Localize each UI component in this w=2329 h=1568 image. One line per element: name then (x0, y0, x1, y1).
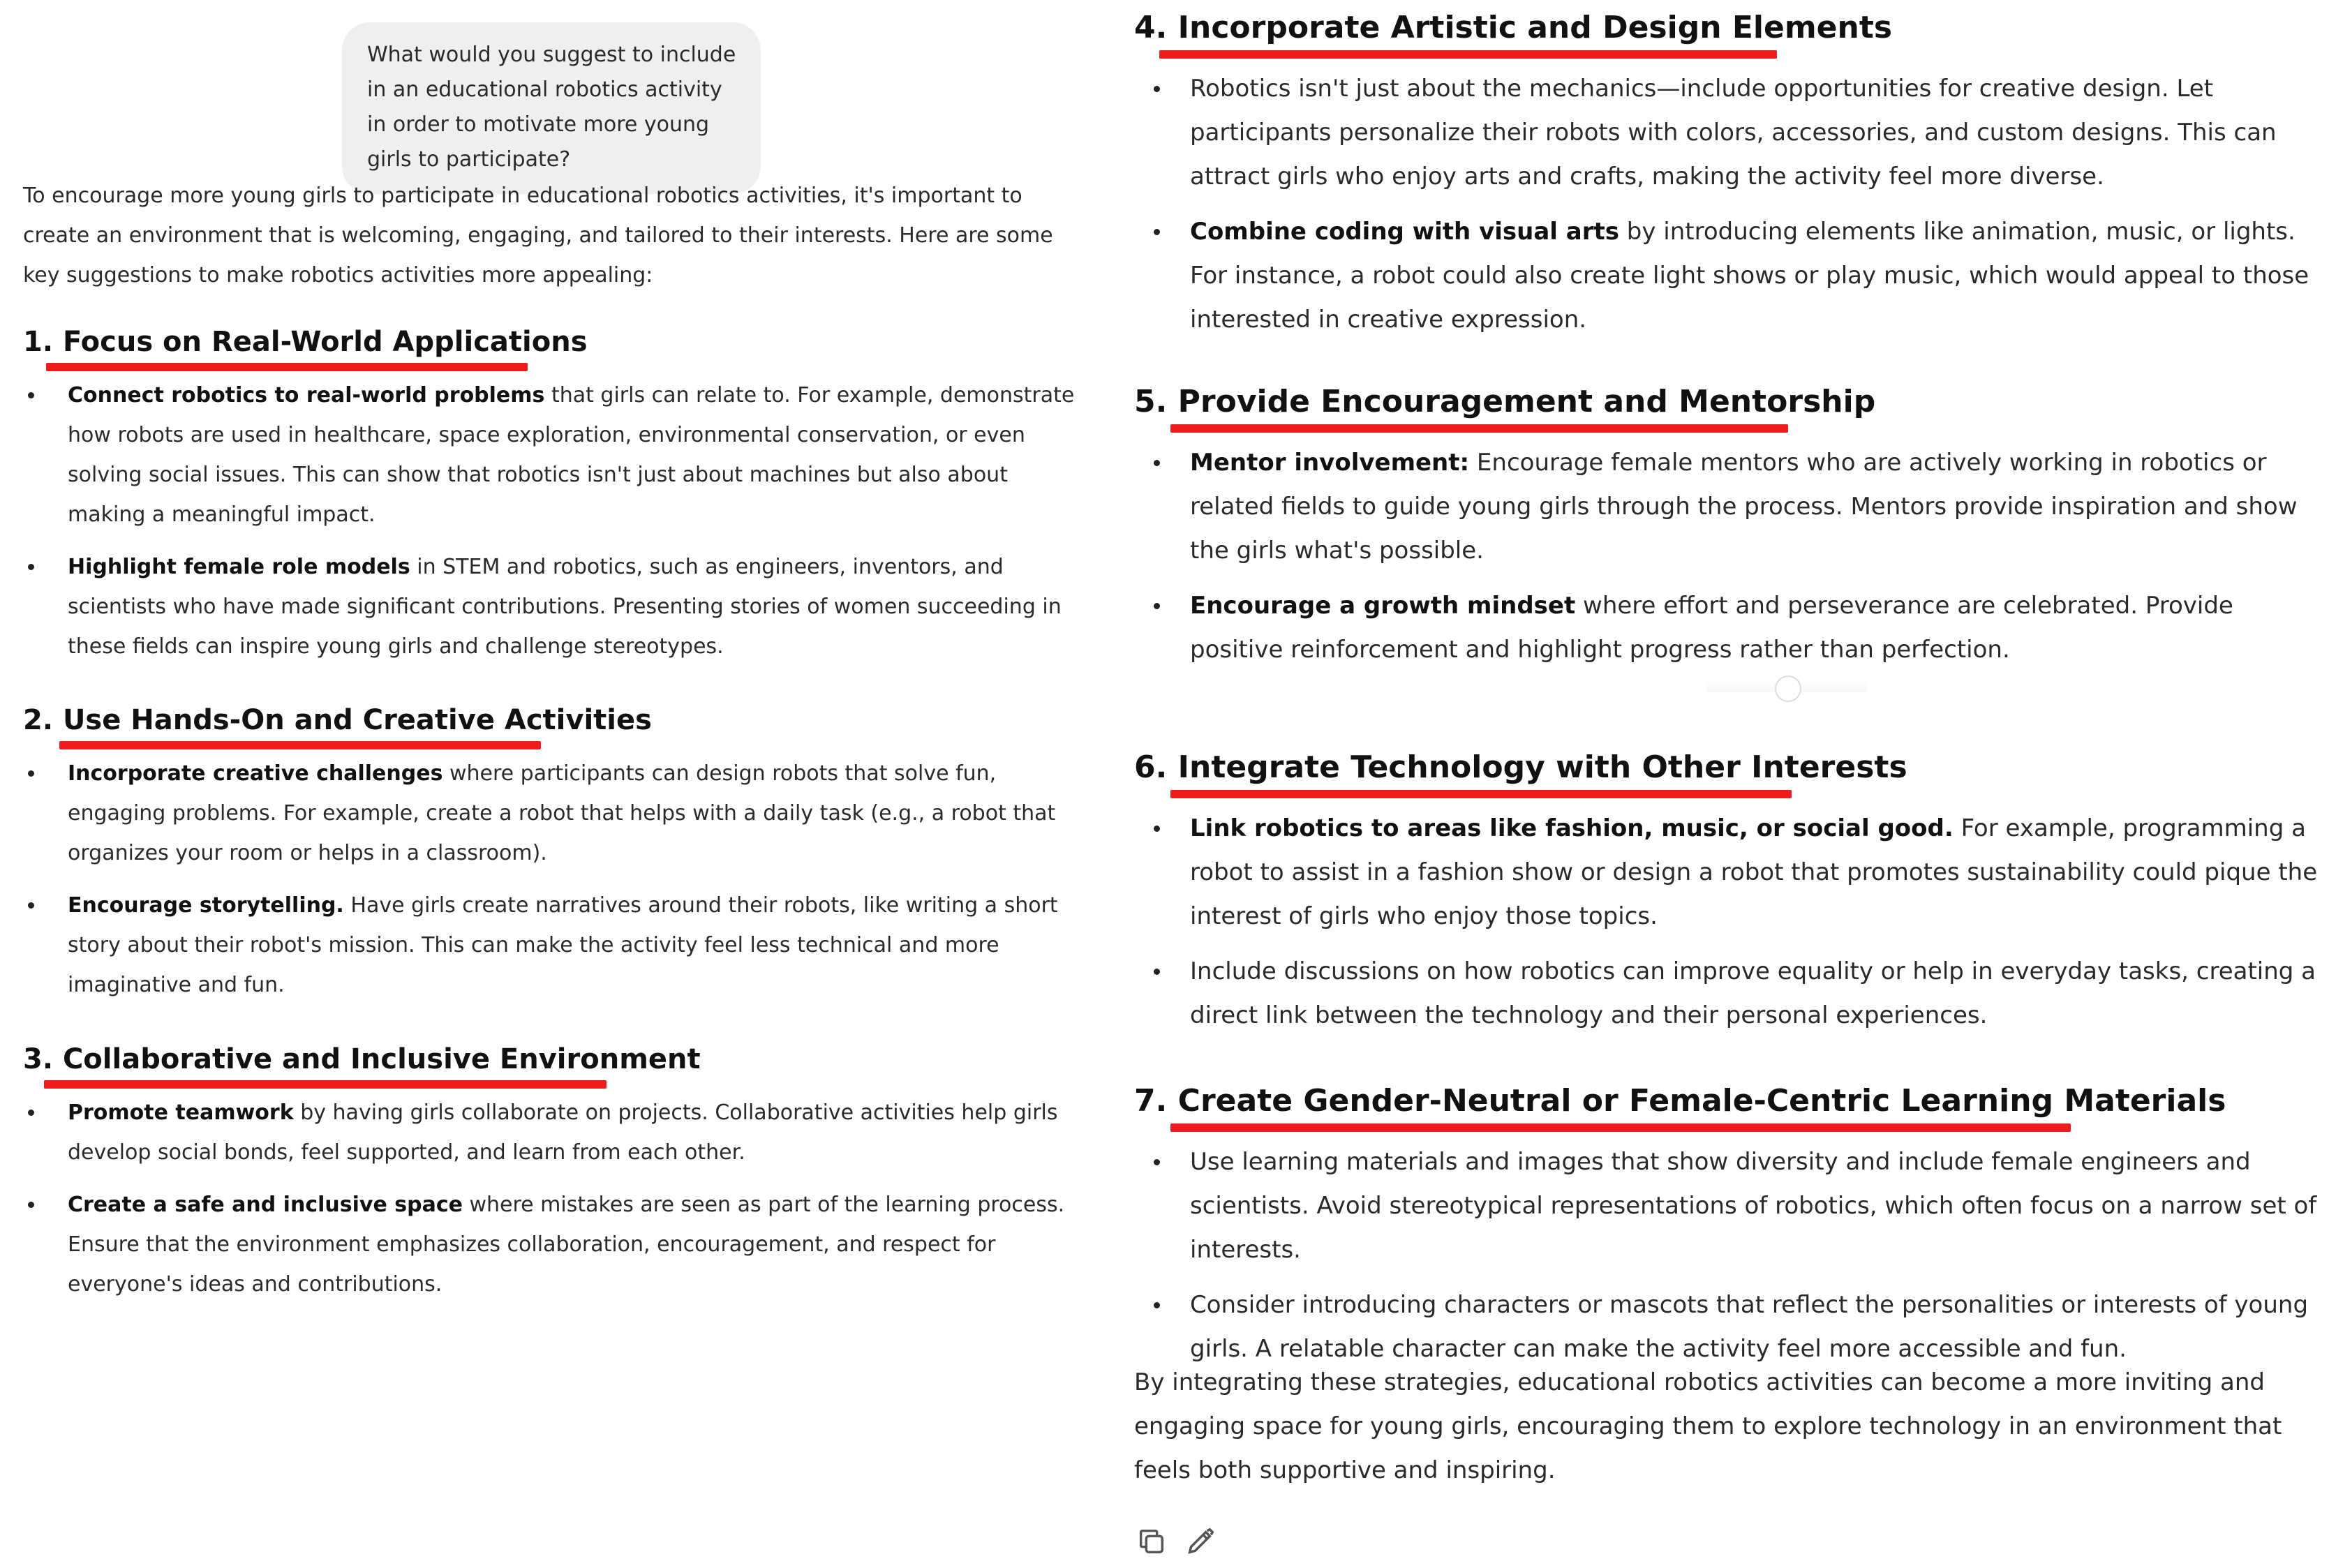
bullet-text: by introducing elements like animation, music, or lights. For instance, a robot could also create light shows or play music, which would appeal to those interested in creative expression. (1190, 218, 2309, 334)
scroll-down-icon[interactable] (1775, 675, 1801, 702)
section-heading-text: 4. Incorporate Artistic and Design Elements (1134, 10, 1893, 45)
section-heading (1134, 1080, 2321, 1122)
list-item (1134, 807, 2321, 939)
conclusion-paragraph: By integrating these strategies, educational robotics activities can become a more inviting and engaging space for young girls, encouraging them to explore technology in an environment that feels both supportive and inspiring. (1134, 1368, 2282, 1484)
red-underline (1170, 790, 1792, 798)
bullet-text: where mistakes are seen as part of the learning process. Ensure that the environment emphasizes collaboration, encouragement, and respect for everyone's ideas and contributions. (68, 1193, 1065, 1297)
scroll-down-indicator[interactable] (1706, 680, 1867, 692)
red-underline (1159, 50, 1777, 59)
section-heading (1134, 7, 2321, 49)
list-item (1134, 67, 2321, 199)
bullet-bold: Combine coding with visual arts (1190, 218, 1619, 246)
section-heading-text: 7. Create Gender-Neutral or Female-Centric Learning Materials (1134, 1083, 2226, 1119)
section-1 (23, 322, 1077, 679)
list-item (1134, 1140, 2321, 1272)
bullet-dot (28, 1110, 34, 1116)
bullet-dot (28, 770, 34, 777)
section-4 (1134, 7, 2321, 353)
bullet-text: in STEM and robotics, such as engineers, inventors, and scientists who have made significant contributions. Presenting stories of women succeeding in these fields can inspire young girls and challenge stereotypes. (68, 555, 1062, 659)
bullet-text: Have girls create narratives around their robots, like writing a short story about their robot's mission. This can make the activity feel less technical and more imaginative and fun. (68, 893, 1058, 997)
list-item (23, 754, 1077, 873)
section-heading (1134, 747, 2321, 789)
bullet-dot (1154, 1159, 1160, 1165)
red-underline (44, 1080, 607, 1089)
bullet-list (1134, 441, 2321, 672)
section-6 (1134, 747, 2321, 1049)
edit-pencil-icon[interactable] (1184, 1525, 1216, 1558)
red-underline (59, 741, 541, 749)
bullet-list (23, 1093, 1077, 1304)
bullet-dot (28, 902, 34, 909)
bullet-text: Include discussions on how robotics can improve equality or help in everyday tasks, creating a direct link between the technology and their personal experiences. (1190, 957, 2316, 1029)
red-underline (1170, 1123, 2071, 1132)
section-3 (23, 1040, 1077, 1317)
section-heading-text: 3. Collaborative and Inclusive Environment (23, 1043, 701, 1075)
bullet-dot (1154, 460, 1160, 466)
bullet-bold: Encourage storytelling. (68, 893, 344, 918)
list-item (23, 1093, 1077, 1172)
bullet-dot (1154, 969, 1160, 975)
bullet-bold: Connect robotics to real-world problems (68, 383, 545, 408)
bullet-bold: Highlight female role models (68, 555, 410, 579)
list-item (1134, 210, 2321, 342)
intro-paragraph: To encourage more young girls to participate in educational robotics activities, it's important to create an environment that is welcoming, engaging, and tailored to their interests. Here are some key suggestions to make robotics activities more appealing: (23, 184, 1053, 288)
section-heading (23, 322, 1077, 361)
list-item (1134, 1283, 2321, 1371)
bullet-list (1134, 1140, 2321, 1371)
bullet-text: Encourage female mentors who are actively working in robotics or related fields to guide young girls through the process. Mentors provide inspiration and show the girls what's possible. (1190, 449, 2298, 565)
list-item (1134, 441, 2321, 573)
section-heading-text: 1. Focus on Real-World Applications (23, 326, 588, 358)
bullet-text: where effort and perseverance are celebrated. Provide positive reinforcement and highlight progress rather than perfection. (1190, 592, 2233, 664)
section-7 (1134, 1080, 2321, 1382)
section-heading-text: 5. Provide Encouragement and Mentorship (1134, 384, 1876, 419)
list-item (1134, 584, 2321, 672)
bullet-list (1134, 67, 2321, 342)
list-item (23, 547, 1077, 666)
section-heading (1134, 381, 2321, 423)
list-item (1134, 950, 2321, 1038)
bullet-bold: Link robotics to areas like fashion, music, or social good. (1190, 814, 1954, 842)
bullet-bold: Create a safe and inclusive space (68, 1193, 463, 1217)
bullet-bold: Promote teamwork (68, 1100, 294, 1125)
bullet-dot (28, 564, 34, 570)
bullet-text: Use learning materials and images that show diversity and include female engineers and scientists. Avoid stereotypical representations of robotics, which often focus on a narrow set of interests. (1190, 1148, 2317, 1264)
bullet-dot (1154, 1302, 1160, 1308)
bullet-bold: Encourage a growth mindset (1190, 592, 1576, 620)
bullet-dot (1154, 229, 1160, 235)
bullet-dot (1154, 603, 1160, 609)
bullet-text: Robotics isn't just about the mechanics—include opportunities for creative design. Let participants personalize their robots with colors, accessories, and custom designs. This can attract girls who enjoy arts and crafts, making the activity feel more diverse. (1190, 75, 2277, 191)
bullet-text: where participants can design robots that solve fun, engaging problems. For example, create a robot that helps with a daily task (e.g., a robot that organizes your room or helps in a classroom). (68, 761, 1056, 865)
user-message-bubble (342, 22, 761, 194)
bullet-text: Consider introducing characters or mascots that reflect the personalities or interests of young girls. A relatable character can make the activity feel more accessible and fun. (1190, 1291, 2309, 1363)
red-underline (1170, 424, 1788, 433)
bullet-list (23, 375, 1077, 666)
section-5 (1134, 381, 2321, 683)
message-actions (1136, 1525, 1216, 1558)
list-item (23, 886, 1077, 1005)
section-heading-text: 6. Integrate Technology with Other Interests (1134, 749, 1907, 785)
bullet-dot (1154, 86, 1160, 92)
bullet-text: by having girls collaborate on projects. Collaborative activities help girls develop social bonds, feel supported, and learn from each other. (68, 1100, 1058, 1165)
bullet-dot (28, 1202, 34, 1208)
bullet-bold: Mentor involvement: (1190, 449, 1470, 477)
list-item (23, 375, 1077, 535)
bullet-dot (1154, 826, 1160, 832)
bullet-list (23, 754, 1077, 1005)
section-heading (23, 701, 1077, 740)
user-message-text: What would you suggest to include in an educational robotics activity in order to motivate more young girls to participate? (367, 43, 736, 172)
bullet-bold: Incorporate creative challenges (68, 761, 443, 786)
section-heading (23, 1040, 1077, 1079)
bullet-list (1134, 807, 2321, 1038)
list-item (23, 1185, 1077, 1304)
section-2 (23, 701, 1077, 1017)
bullet-text: that girls can relate to. For example, demonstrate how robots are used in healthcare, space exploration, environmental conservation, or even solving social issues. This can show that robotics isn't just about machines but also about making a meaningful impact. (68, 383, 1075, 527)
section-heading-text: 2. Use Hands-On and Creative Activities (23, 704, 652, 736)
red-underline (46, 363, 528, 371)
copy-icon[interactable] (1136, 1525, 1168, 1558)
bullet-text: For example, programming a robot to assist in a fashion show or design a robot that promotes sustainability could pique the interest of girls who enjoy those topics. (1190, 814, 2318, 930)
bullet-dot (28, 392, 34, 398)
